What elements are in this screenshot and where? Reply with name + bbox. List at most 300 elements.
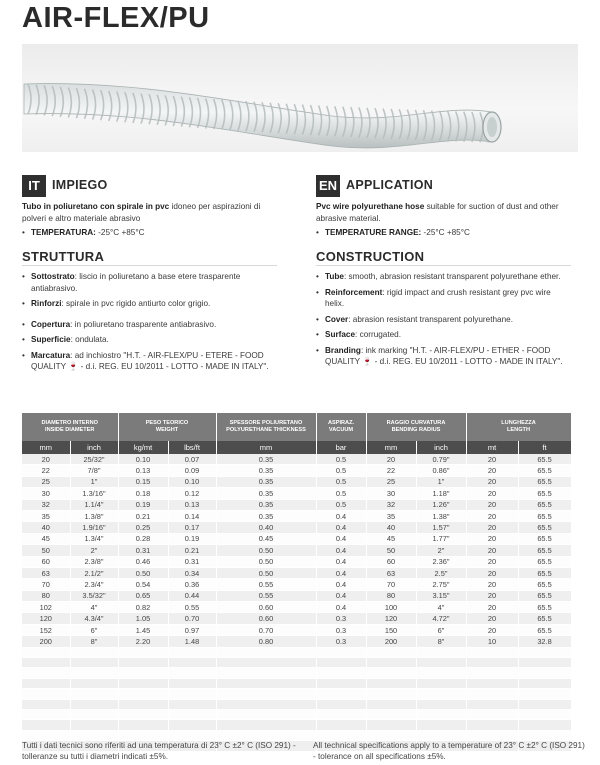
construction-heading-it: STRUTTURA <box>22 251 277 267</box>
table-cell: 22 <box>366 465 416 476</box>
table-cell: 80 <box>22 590 70 601</box>
table-row <box>22 465 571 476</box>
table-cell: 65.5 <box>518 545 571 556</box>
column-group-header: DIAMETRO INTERNO INSIDE DIAMETER <box>22 413 118 441</box>
table-cell: 0.82 <box>118 602 168 613</box>
table-cell: 4.72" <box>416 613 466 624</box>
table-cell: 0.5 <box>316 454 366 465</box>
table-cell: 0.50 <box>216 556 316 567</box>
table-cell <box>366 678 416 688</box>
table-cell: 0.55 <box>168 602 216 613</box>
empty-table-row <box>22 720 571 730</box>
table-cell <box>466 689 518 699</box>
table-cell <box>70 730 118 740</box>
table-cell <box>416 678 466 688</box>
table-cell: 102 <box>22 602 70 613</box>
table-cell: 0.13 <box>168 499 216 510</box>
table-cell: 65.5 <box>518 613 571 624</box>
table-cell: 20 <box>466 545 518 556</box>
table-cell: 0.21 <box>118 510 168 521</box>
table-cell: 32 <box>22 499 70 510</box>
table-cell: 0.21 <box>168 545 216 556</box>
table-cell: 2.20 <box>118 636 168 647</box>
table-cell: 8" <box>70 636 118 647</box>
table-cell: 3.5/32" <box>70 590 118 601</box>
table-cell: 65.5 <box>518 602 571 613</box>
unit-header: kg/mt <box>118 441 168 454</box>
table-cell <box>366 647 416 657</box>
table-cell: 0.4 <box>316 579 366 590</box>
table-cell: 7/8" <box>70 465 118 476</box>
table-cell: 40 <box>366 522 416 533</box>
table-cell: 0.60 <box>216 613 316 624</box>
table-cell <box>70 647 118 657</box>
table-cell <box>366 689 416 699</box>
table-cell: 65.5 <box>518 522 571 533</box>
table-row <box>22 556 571 567</box>
table-cell: 65.5 <box>518 590 571 601</box>
empty-table-row <box>22 658 571 668</box>
table-cell: 0.35 <box>216 488 316 499</box>
table-cell: 0.70 <box>216 624 316 635</box>
unit-header: inch <box>70 441 118 454</box>
english-column <box>316 175 571 372</box>
table-cell: 0.35 <box>216 499 316 510</box>
table-cell: 0.25 <box>118 522 168 533</box>
table-cell: 0.35 <box>216 476 316 487</box>
table-cell: 0.3 <box>316 624 366 635</box>
table-cell: 0.70 <box>168 613 216 624</box>
table-row <box>22 579 571 590</box>
table-cell <box>118 730 168 740</box>
table-cell: 30 <box>366 488 416 499</box>
spec-item: • Cover: abrasion resistant transparent polyurethane. <box>316 314 571 326</box>
table-cell <box>518 647 571 657</box>
table-cell: 20 <box>466 613 518 624</box>
table-cell: 0.12 <box>168 488 216 499</box>
table-cell: 0.65 <box>118 590 168 601</box>
table-cell <box>118 658 168 668</box>
table-row <box>22 567 571 578</box>
empty-table-row <box>22 730 571 740</box>
table-cell <box>22 678 70 688</box>
construction-heading-en: CONSTRUCTION <box>316 251 571 267</box>
table-cell <box>466 699 518 709</box>
application-text-en: Pvc wire polyurethane hose suitable for suction of dust and other abrasive material. <box>316 202 559 223</box>
table-cell: 0.3 <box>316 636 366 647</box>
table-cell: 0.31 <box>168 556 216 567</box>
table-cell <box>118 647 168 657</box>
table-cell: 20 <box>466 533 518 544</box>
table-cell: 0.4 <box>316 556 366 567</box>
table-cell <box>466 668 518 678</box>
table-cell: 0.97 <box>168 624 216 635</box>
table-cell <box>416 720 466 730</box>
table-cell <box>216 699 316 709</box>
table-cell: 65.5 <box>518 454 571 465</box>
table-cell <box>22 730 70 740</box>
table-cell: 80 <box>366 590 416 601</box>
table-cell <box>168 689 216 699</box>
table-cell: 0.09 <box>168 465 216 476</box>
table-cell: 65.5 <box>518 488 571 499</box>
table-cell <box>216 689 316 699</box>
table-cell: 45 <box>22 533 70 544</box>
table-cell: 70 <box>22 579 70 590</box>
table-cell <box>466 720 518 730</box>
table-cell: 0.50 <box>118 567 168 578</box>
table-cell <box>168 647 216 657</box>
table-cell <box>22 658 70 668</box>
table-cell <box>316 689 366 699</box>
table-cell <box>22 720 70 730</box>
spec-item: • Reinforcement: rigid impact and crush resistant grey pvc wire helix. <box>316 287 571 310</box>
table-cell: 20 <box>466 454 518 465</box>
table-cell: 0.35 <box>216 454 316 465</box>
table-cell: 45 <box>366 533 416 544</box>
table-cell <box>466 658 518 668</box>
table-cell: 2.36" <box>416 556 466 567</box>
table-cell: 0.60 <box>216 602 316 613</box>
table-cell: 120 <box>366 613 416 624</box>
table-cell <box>316 658 366 668</box>
table-cell: 0.19 <box>168 533 216 544</box>
table-cell: 0.07 <box>168 454 216 465</box>
table-cell: 20 <box>466 465 518 476</box>
table-cell <box>416 699 466 709</box>
hose-image <box>22 44 578 152</box>
table-cell <box>70 658 118 668</box>
table-cell: 60 <box>366 556 416 567</box>
table-cell <box>316 709 366 719</box>
table-cell: 0.13 <box>118 465 168 476</box>
table-cell <box>216 668 316 678</box>
table-cell <box>366 720 416 730</box>
table-cell: 1.26" <box>416 499 466 510</box>
table-cell <box>366 668 416 678</box>
table-cell: 0.79" <box>416 454 466 465</box>
table-cell: 20 <box>466 522 518 533</box>
table-row <box>22 510 571 521</box>
table-cell: 0.34 <box>168 567 216 578</box>
table-cell <box>466 678 518 688</box>
table-cell <box>416 647 466 657</box>
table-cell: 4" <box>70 602 118 613</box>
table-cell <box>118 699 168 709</box>
unit-header: lbs/ft <box>168 441 216 454</box>
table-cell: 200 <box>22 636 70 647</box>
application-heading-en: APPLICATION <box>346 178 434 193</box>
table-cell: 1.3/4" <box>70 533 118 544</box>
table-cell: 0.17 <box>168 522 216 533</box>
table-cell <box>216 709 316 719</box>
table-row <box>22 476 571 487</box>
table-cell <box>416 658 466 668</box>
table-cell: 1.48 <box>168 636 216 647</box>
table-cell <box>366 658 416 668</box>
table-cell <box>168 699 216 709</box>
table-cell <box>216 647 316 657</box>
table-cell: 1.1/4" <box>70 499 118 510</box>
table-cell: 1.9/16" <box>70 522 118 533</box>
table-cell <box>70 689 118 699</box>
table-cell: 2.75" <box>416 579 466 590</box>
table-cell <box>70 699 118 709</box>
table-cell: 0.40 <box>216 522 316 533</box>
table-cell: 0.10 <box>118 454 168 465</box>
table-cell: 1.18" <box>416 488 466 499</box>
table-cell: 0.5 <box>316 488 366 499</box>
table-cell: 20 <box>466 556 518 567</box>
table-cell <box>466 647 518 657</box>
empty-table-row <box>22 699 571 709</box>
table-cell: 20 <box>466 567 518 578</box>
table-cell <box>466 709 518 719</box>
table-cell: 65.5 <box>518 556 571 567</box>
table-cell <box>22 689 70 699</box>
unit-header: mm <box>22 441 70 454</box>
unit-header: mt <box>466 441 518 454</box>
table-cell <box>416 668 466 678</box>
table-cell: 30 <box>22 488 70 499</box>
spec-item: • Tube: smooth, abrasion resistant transparent polyurethane ether. <box>316 271 571 283</box>
table-cell: 0.4 <box>316 590 366 601</box>
table-cell <box>366 709 416 719</box>
table-cell: 0.55 <box>216 579 316 590</box>
empty-table-row <box>22 709 571 719</box>
table-cell: 2" <box>70 545 118 556</box>
table-cell <box>118 678 168 688</box>
table-cell <box>518 678 571 688</box>
column-group-header: PESO TEORICO WEIGHT <box>118 413 216 441</box>
spec-item: • Marcatura: ad inchiostro "H.T. - AIR-FLEX/PU - ETERE - FOOD QUALITY 🍷 - d.i. REG. EU 10/2011 - LOTTO - MADE IN ITALY". <box>22 350 277 373</box>
table-cell: 50 <box>366 545 416 556</box>
temperature-item-it: • TEMPERATURA: -25°C +85°C <box>22 227 277 239</box>
table-cell: 65.5 <box>518 624 571 635</box>
table-cell: 2.3/4" <box>70 579 118 590</box>
table-cell: 0.28 <box>118 533 168 544</box>
table-cell <box>168 709 216 719</box>
table-row <box>22 499 571 510</box>
table-cell <box>316 730 366 740</box>
table-cell <box>22 668 70 678</box>
table-cell: 0.55 <box>216 590 316 601</box>
table-cell: 20 <box>466 510 518 521</box>
empty-table-row <box>22 689 571 699</box>
table-cell <box>22 647 70 657</box>
table-cell <box>22 709 70 719</box>
table-cell: 0.50 <box>216 567 316 578</box>
table-cell <box>316 699 366 709</box>
table-cell: 1.45 <box>118 624 168 635</box>
table-cell: 20 <box>366 454 416 465</box>
table-cell: 1" <box>70 476 118 487</box>
table-cell <box>70 668 118 678</box>
table-cell: 20 <box>466 579 518 590</box>
table-cell: 65.5 <box>518 476 571 487</box>
table-cell: 65.5 <box>518 579 571 590</box>
page-title: AIR-FLEX/PU <box>22 2 210 34</box>
table-cell: 0.35 <box>216 510 316 521</box>
table-cell: 150 <box>366 624 416 635</box>
table-cell: 70 <box>366 579 416 590</box>
table-row <box>22 602 571 613</box>
unit-header: inch <box>416 441 466 454</box>
table-cell: 65.5 <box>518 510 571 521</box>
table-cell: 0.4 <box>316 545 366 556</box>
table-cell: 4.3/4" <box>70 613 118 624</box>
table-cell: 0.80 <box>216 636 316 647</box>
table-cell: 60 <box>22 556 70 567</box>
table-cell: 20 <box>466 590 518 601</box>
table-cell <box>316 678 366 688</box>
table-row <box>22 522 571 533</box>
table-cell: 0.18 <box>118 488 168 499</box>
spec-item: • Superficie: ondulata. <box>22 334 277 346</box>
table-row <box>22 624 571 635</box>
spec-item: • Surface: corrugated. <box>316 329 571 341</box>
empty-table-row <box>22 678 571 688</box>
table-cell <box>518 730 571 740</box>
unit-header: mm <box>216 441 316 454</box>
table-cell: 0.4 <box>316 522 366 533</box>
table-cell <box>168 668 216 678</box>
table-cell <box>466 730 518 740</box>
table-cell: 1.05 <box>118 613 168 624</box>
table-cell <box>118 689 168 699</box>
table-cell: 0.19 <box>118 499 168 510</box>
table-cell: 2" <box>416 545 466 556</box>
table-cell: 20 <box>466 488 518 499</box>
table-cell: 1.77" <box>416 533 466 544</box>
footnote-en: All technical specifications apply to a temperature of 23° C ±2° C (ISO 291) - tolerance on all specifications ±5%. <box>313 741 585 761</box>
table-cell: 200 <box>366 636 416 647</box>
table-cell: 25 <box>366 476 416 487</box>
table-cell <box>168 678 216 688</box>
table-cell: 0.45 <box>216 533 316 544</box>
table-cell: 0.50 <box>216 545 316 556</box>
table-cell: 1.57" <box>416 522 466 533</box>
table-cell: 20 <box>466 624 518 635</box>
language-tag-en: EN <box>316 175 340 197</box>
application-heading-it: IMPIEGO <box>52 178 108 193</box>
table-cell: 1.3/16" <box>70 488 118 499</box>
table-cell: 0.54 <box>118 579 168 590</box>
table-cell <box>518 699 571 709</box>
table-cell: 0.35 <box>216 465 316 476</box>
table-cell: 20 <box>466 602 518 613</box>
table-row <box>22 590 571 601</box>
table-cell <box>518 689 571 699</box>
table-cell <box>316 720 366 730</box>
unit-header: ft <box>518 441 571 454</box>
table-cell: 2.5" <box>416 567 466 578</box>
table-cell <box>518 720 571 730</box>
table-cell <box>216 658 316 668</box>
table-cell: 0.46 <box>118 556 168 567</box>
table-cell: 63 <box>366 567 416 578</box>
table-cell: 4" <box>416 602 466 613</box>
application-text-it: Tubo in poliuretano con spirale in pvc idoneo per aspirazioni di polveri e altro materiale abrasivo <box>22 202 261 223</box>
table-cell: 0.10 <box>168 476 216 487</box>
table-cell: 35 <box>366 510 416 521</box>
table-cell <box>216 720 316 730</box>
table-row <box>22 636 571 647</box>
table-cell <box>168 658 216 668</box>
empty-table-row <box>22 647 571 657</box>
table-cell <box>416 709 466 719</box>
table-cell: 8" <box>416 636 466 647</box>
table-row <box>22 613 571 624</box>
table-cell: 6" <box>70 624 118 635</box>
table-cell: 0.4 <box>316 602 366 613</box>
table-cell: 3.15" <box>416 590 466 601</box>
table-cell: 25/32" <box>70 454 118 465</box>
table-cell: 63 <box>22 567 70 578</box>
table-row <box>22 454 571 465</box>
table-cell: 0.4 <box>316 510 366 521</box>
unit-header: mm <box>366 441 416 454</box>
table-cell: 0.31 <box>118 545 168 556</box>
table-cell <box>316 647 366 657</box>
table-cell: 65.5 <box>518 465 571 476</box>
table-cell: 65.5 <box>518 533 571 544</box>
spec-item: • Branding: ink marking "H.T. - AIR-FLEX/PU - ETHER - FOOD QUALITY 🍷 - d.i. REG. EU 10/2011 - LOTTO - MADE IN ITALY". <box>316 345 571 368</box>
table-cell: 0.36 <box>168 579 216 590</box>
spec-item: • Sottostrato: liscio in poliuretano a base etere trasparente antiabrasivo. <box>22 271 277 294</box>
table-cell: 0.4 <box>316 567 366 578</box>
table-cell <box>216 730 316 740</box>
unit-header: bar <box>316 441 366 454</box>
table-cell: 40 <box>22 522 70 533</box>
table-cell: 120 <box>22 613 70 624</box>
table-cell: 6" <box>416 624 466 635</box>
table-cell <box>366 730 416 740</box>
table-cell: 0.3 <box>316 613 366 624</box>
table-cell: 0.5 <box>316 465 366 476</box>
table-cell <box>518 709 571 719</box>
table-cell: 2.1/2" <box>70 567 118 578</box>
table-cell: 1" <box>416 476 466 487</box>
italian-column <box>22 175 277 377</box>
empty-table-row <box>22 668 571 678</box>
footnote-it: Tutti i dati tecnici sono riferiti ad una temperatura di 23° C ±2° C (ISO 291) - tolleranze su tutti i diametri indicati ±5%. <box>22 741 296 761</box>
table-cell: 35 <box>22 510 70 521</box>
table-cell: 0.86" <box>416 465 466 476</box>
table-cell: 2.3/8" <box>70 556 118 567</box>
table-cell: 20 <box>466 499 518 510</box>
table-cell: 20 <box>466 476 518 487</box>
table-cell <box>416 730 466 740</box>
table-cell <box>168 720 216 730</box>
table-cell: 0.4 <box>316 533 366 544</box>
table-cell: 50 <box>22 545 70 556</box>
table-row <box>22 545 571 556</box>
table-cell: 10 <box>466 636 518 647</box>
table-cell <box>22 699 70 709</box>
table-cell: 0.44 <box>168 590 216 601</box>
table-cell <box>118 720 168 730</box>
table-cell: 32.8 <box>518 636 571 647</box>
table-row <box>22 533 571 544</box>
table-cell <box>70 720 118 730</box>
table-row <box>22 488 571 499</box>
table-cell <box>70 678 118 688</box>
table-cell: 25 <box>22 476 70 487</box>
table-cell <box>118 709 168 719</box>
table-cell: 0.14 <box>168 510 216 521</box>
table-cell <box>518 668 571 678</box>
